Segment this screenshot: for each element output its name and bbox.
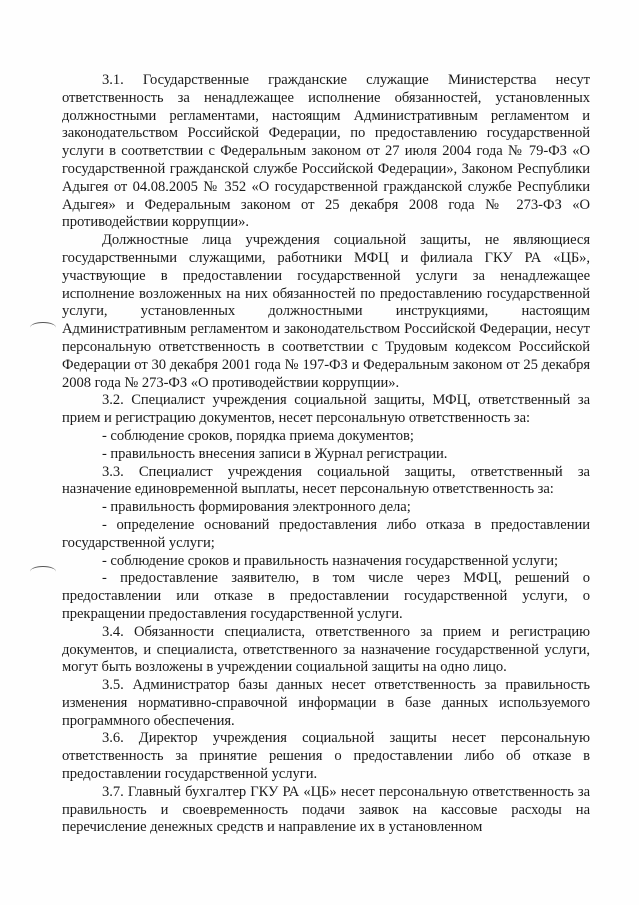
- punch-hole-mark: [30, 566, 56, 577]
- paragraph-3-4: 3.4. Обязанности специалиста, ответственного за прием и регистрацию документов, и специалиста, ответственного за назначение государственной услуги, могут быть возложены в учреждении социальной защиты на одно лицо.: [62, 623, 590, 676]
- paragraph-3-7: 3.7. Главный бухгалтер ГКУ РА «ЦБ» несет персональную ответственность за правильность и своевременность подачи заявок на кассовые расходы на перечисление денежных средств и направление их в установленном: [62, 783, 590, 836]
- paragraph-officials: Должностные лица учреждения социальной защиты, не являющиеся государственными служащими, работники МФЦ и филиала ГКУ РА «ЦБ», участвующие в предоставлении государственной услуги за ненадлежащее исполнение возложенных на них обязанностей по предоставлению государственной услуги, установленных должностными инструкциями, настоящим Административным регламентом и законодательством Российской Федерации, несут персональную ответственность в соответствии с Трудовым кодексом Российской Федерации от 30 декабря 2001 года № 197-ФЗ и Федеральным законом от 25 декабря 2008 года № 273-ФЗ «О противодействии коррупции».: [62, 232, 590, 391]
- paragraph-3-3: 3.3. Специалист учреждения социальной защиты, ответственный за назначение единовременной выплаты, несет персональную ответственность за:: [62, 463, 590, 498]
- punch-hole-mark: [30, 322, 56, 333]
- list-item: - предоставление заявителю, в том числе через МФЦ, решений о предоставлении или отказе в предоставлении государственной услуги, о прекращении предоставления государственной услуги.: [62, 570, 590, 622]
- paragraph-3-1: 3.1. Государственные гражданские служащие Министерства несут ответственность за ненадлежащее исполнение обязанностей, установленных должностными регламентами, настоящим Административным регламентом и законодательством Российской Федерации, по предоставлению государственной услуги в соответствии с Федеральным законом от 27 июля 2004 года № 79-ФЗ «О государственной гражданской службе Российской Федерации», Законом Республики Адыгея от 04.08.2005 № 352 «О государственной гражданской службе Республики Адыгея» и Федеральным законом от 25 декабря 2008 года № 273-ФЗ «О противодействии коррупции».: [62, 72, 590, 231]
- list-item: - соблюдение сроков, порядка приема документов;: [102, 427, 414, 444]
- paragraph-3-2: 3.2. Специалист учреждения социальной защиты, МФЦ, ответственный за прием и регистрацию документов, несет персональную ответственность за:: [62, 392, 590, 427]
- list-item: - правильность внесения записи в Журнал регистрации.: [102, 445, 448, 462]
- list-item: - определение оснований предоставления либо отказа в предоставлении государственной услуги;: [62, 516, 590, 551]
- document-body: [62, 72, 590, 837]
- paragraph-3-5: 3.5. Администратор базы данных несет ответственность за правильность изменения нормативно-справочной информации в базе данных используемого программного обеспечения.: [62, 677, 590, 729]
- list-item: - соблюдение сроков и правильность назначения государственной услуги;: [102, 552, 558, 569]
- list-item: - правильность формирования электронного дела;: [102, 499, 411, 516]
- paragraph-3-6: 3.6. Директор учреждения социальной защиты несет персональную ответственность за принятие решения о предоставлении либо об отказе в предоставлении государственной услуги.: [62, 730, 590, 783]
